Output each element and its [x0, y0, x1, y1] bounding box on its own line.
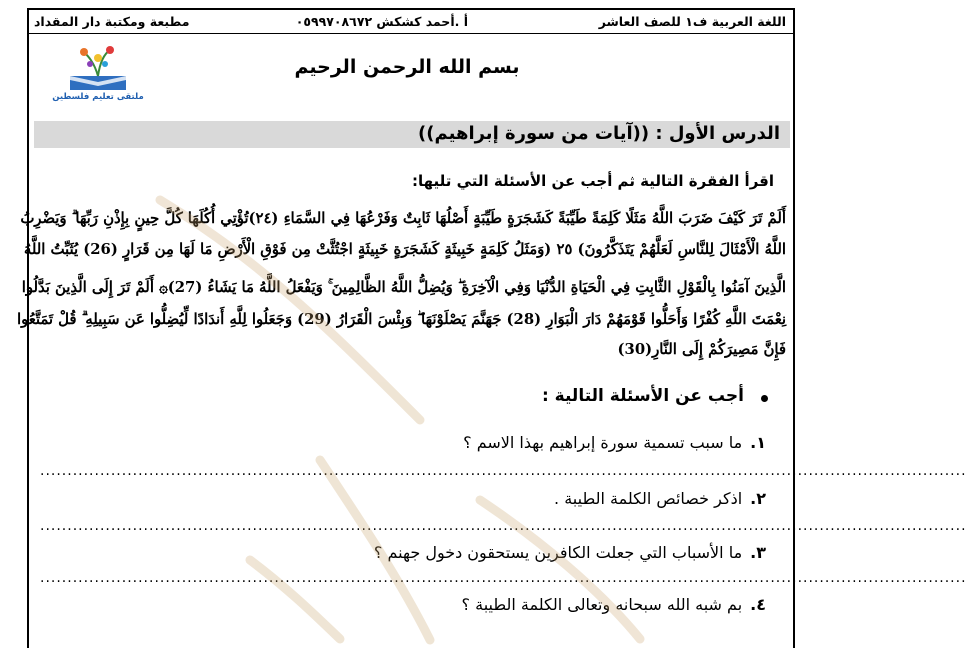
passage-line: فَإِنَّ مَصِيرَكُمْ إِلَى النَّارِ(30) — [617, 341, 786, 358]
publisher-label: مطبعة ومكتبة دار المقداد — [34, 14, 190, 29]
lesson-title: الدرس الأول : ((آيات من سورة إبراهيم)) — [418, 123, 780, 144]
question-number: ٢. — [750, 489, 766, 508]
question-number: ١. — [750, 433, 766, 452]
answer-line[interactable]: .......................................................................................................................................................................... — [40, 518, 967, 534]
passage-line: أَلَمْ تَرَ كَيْفَ ضَرَبَ اللَّهُ مَثَلًا كَلِمَةً طَيِّبَةً كَشَجَرَةٍ طَيِّبَةٍ أَصْلُهَا ثَابِتٌ وَفَرْعُهَا فِي السَّمَاءِ (٢٤)تُؤْتِي أُكُلَهَا كُلَّ حِينٍ بِإِذْنِ رَبِّهَا ۗ وَيَضْرِبُ — [20, 210, 786, 227]
question-item — [374, 543, 766, 562]
question-item — [462, 595, 766, 614]
question-number: ٣. — [750, 543, 766, 562]
question-item — [463, 433, 766, 452]
question-number: ٤. — [750, 595, 766, 614]
passage-line: اللَّهُ الْأَمْثَالَ لِلنَّاسِ لَعَلَّهُمْ يَتَذَكَّرُونَ) ٢٥ (وَمَثَلُ كَلِمَةٍ خَبِيثَةٍ كَشَجَرَةٍ خَبِيثَةٍ اجْتُثَّتْ مِن فَوْقِ الْأَرْضِ مَا لَهَا مِن قَرَارٍ (26) يُثَبِّتُ اللَّهُ — [23, 241, 786, 258]
header-divider — [29, 33, 793, 34]
question-item — [554, 489, 766, 508]
answer-line[interactable]: .......................................................................................................................................................................... — [40, 463, 967, 479]
bullet-icon — [761, 395, 768, 402]
passage-line: نِعْمَتَ اللَّهِ كُفْرًا وَأَحَلُّوا قَوْمَهُمْ دَارَ الْبَوَارِ (28) جَهَنَّمَ يَصْلَوْنَهَا ۖ وَبِئْسَ الْقَرَارُ (29) وَجَعَلُوا لِلَّهِ أَندَادًا لِّيُضِلُّوا عَن سَبِيلِهِ ۗ قُلْ تَمَتَّعُوا — [16, 311, 786, 328]
question-text: ما سبب تسمية سورة إبراهيم بهذا الاسم ؟ — [463, 433, 743, 452]
logo-caption: ملتقى تعليم فلسطين — [52, 92, 144, 102]
teacher-label: أ .أحمد كشكش ٠٥٩٩٧٠٨٦٧٢ — [295, 14, 468, 29]
answer-line[interactable]: .......................................................................................................................................................................... — [40, 570, 967, 586]
question-text: بم شبه الله سبحانه وتعالى الكلمة الطيبة ؟ — [461, 595, 743, 614]
basmala: بسم الله الرحمن الرحيم — [294, 56, 520, 78]
lesson-title-bar — [34, 121, 790, 148]
course-label: اللغة العربية ف١ للصف العاشر — [598, 14, 786, 29]
answer-heading: أجب عن الأسئلة التالية : — [541, 386, 744, 406]
question-text: اذكر خصائص الكلمة الطيبة . — [554, 489, 743, 508]
passage-line: الَّذِينَ آمَنُوا بِالْقَوْلِ الثَّابِتِ فِي الْحَيَاةِ الدُّنْيَا وَفِي الْآخِرَةِ ۖ وَيُضِلُّ اللَّهُ الظَّالِمِينَ ۚ وَيَفْعَلُ اللَّهُ مَا يَشَاءُ (27)۞ أَلَمْ تَرَ إِلَى الَّذِينَ بَدَّلُوا — [21, 279, 786, 296]
reading-instruction: اقرأ الفقرة التالية ثم أجب عن الأسئلة التي تليها: — [411, 172, 774, 190]
question-text: ما الأسباب التي جعلت الكافرين يستحقون دخول جهنم ؟ — [373, 543, 743, 562]
